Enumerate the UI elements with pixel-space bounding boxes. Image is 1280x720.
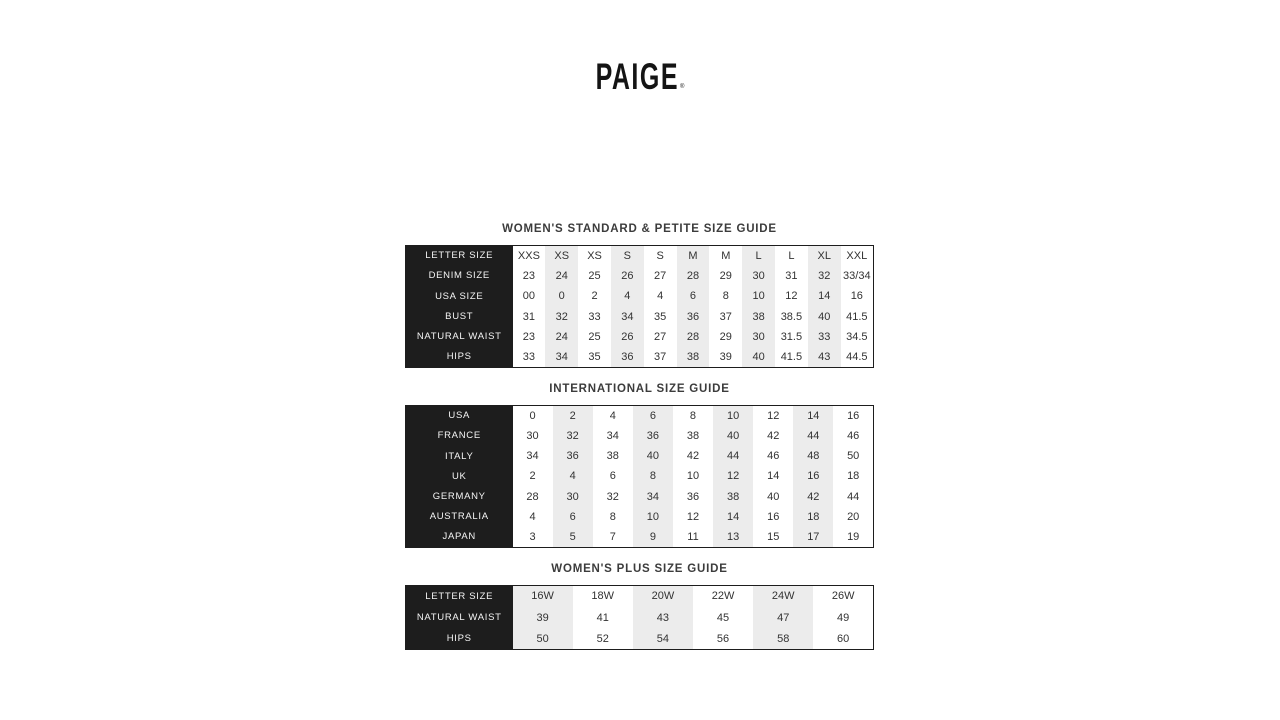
size-cell: 32 <box>808 266 841 286</box>
size-cell: L <box>742 246 775 266</box>
table-row <box>406 347 874 367</box>
guide-block <box>405 562 874 651</box>
size-cell: 29 <box>719 330 732 343</box>
row-label: JAPAN <box>406 527 513 547</box>
table-title: INTERNATIONAL SIZE GUIDE <box>549 382 730 395</box>
row-label: AUSTRALIA <box>406 507 513 527</box>
guide-block <box>405 222 874 368</box>
size-cell: 44 <box>713 446 753 466</box>
size-cell: 25 <box>588 269 601 282</box>
size-cell: 18W <box>591 590 615 603</box>
size-cell: 33 <box>522 350 536 363</box>
size-cell: 10 <box>713 405 753 425</box>
size-cell: 42 <box>793 486 833 506</box>
size-cell: 0 <box>529 409 536 422</box>
size-cell: XXL <box>846 249 868 262</box>
size-cell: 25 <box>588 330 601 343</box>
table-row <box>406 466 874 486</box>
size-cell: 2 <box>591 290 598 303</box>
size-cell: 12 <box>713 466 753 486</box>
size-cell: 33 <box>808 327 841 347</box>
size-cell: M <box>721 249 731 262</box>
size-cell: 60 <box>837 632 850 645</box>
row-label: NATURAL WAIST <box>406 327 513 347</box>
size-cell: 37 <box>654 350 667 363</box>
size-cell: 40 <box>633 446 673 466</box>
size-cell: 44.5 <box>846 350 868 363</box>
size-cell: 18 <box>847 470 860 483</box>
size-cell: 30 <box>742 266 775 286</box>
brand-logo <box>0 56 1280 108</box>
size-cell: 35 <box>588 350 601 363</box>
size-cell: 14 <box>767 470 780 483</box>
size-cell: 40 <box>742 347 775 367</box>
row-label: USA <box>406 405 513 425</box>
size-cell: 34.5 <box>846 330 868 343</box>
size-cell: 17 <box>793 527 833 547</box>
size-cell: 23 <box>522 269 536 282</box>
row-label: USA SIZE <box>406 286 513 306</box>
table-row <box>406 607 874 629</box>
size-cell: 8 <box>689 409 697 422</box>
size-cell: 4 <box>553 466 593 486</box>
size-cell: 37 <box>719 310 732 323</box>
size-cell: 41.5 <box>780 350 803 363</box>
size-cell: 24W <box>753 585 813 607</box>
size-cell: 45 <box>716 611 730 624</box>
row-label: NATURAL WAIST <box>406 607 513 629</box>
row-label: HIPS <box>406 628 513 650</box>
size-cell: 54 <box>633 628 693 650</box>
size-cell: 41.5 <box>846 310 868 323</box>
size-cell: 34 <box>611 306 644 326</box>
size-cell: 46 <box>847 429 860 442</box>
size-cell: 8 <box>609 510 616 523</box>
size-cell: 38 <box>742 306 775 326</box>
size-cell: 40 <box>713 426 753 446</box>
size-cell: 24 <box>545 266 578 286</box>
size-cell: 33 <box>588 310 601 323</box>
size-cell: 16 <box>850 290 863 303</box>
size-cell: 26W <box>831 590 855 603</box>
size-cell: 0 <box>545 286 578 306</box>
size-cell: 6 <box>609 470 616 483</box>
size-cell: 12 <box>767 409 780 422</box>
table-row <box>406 405 874 425</box>
size-cell: 34 <box>606 429 619 442</box>
size-cell: 36 <box>553 446 593 466</box>
size-cell: 31 <box>785 269 798 282</box>
size-cell: 56 <box>716 632 730 645</box>
row-label: HIPS <box>406 347 513 367</box>
size-cell: 3 <box>529 530 536 543</box>
size-cell: 40 <box>808 306 841 326</box>
row-label: DENIM SIZE <box>406 266 513 286</box>
size-cell: 4 <box>609 409 616 422</box>
table-row <box>406 327 874 347</box>
size-cell: XS <box>587 249 602 262</box>
table-title: WOMEN'S PLUS SIZE GUIDE <box>551 562 728 575</box>
size-cell: 41 <box>596 611 609 624</box>
size-cell: XXS <box>517 249 540 262</box>
table-title: WOMEN'S STANDARD & PETITE SIZE GUIDE <box>502 223 777 235</box>
row-label: LETTER SIZE <box>406 585 513 607</box>
size-cell: 52 <box>596 632 609 645</box>
table-row <box>406 585 874 607</box>
size-cell: 16W <box>513 585 573 607</box>
size-cell: 42 <box>686 450 700 463</box>
size-cell: M <box>677 246 710 266</box>
size-cell: 22W <box>711 590 735 603</box>
size-cell: S <box>656 249 664 262</box>
size-cell: 4 <box>657 290 664 303</box>
size-cell: 27 <box>654 269 667 282</box>
size-cell: 20W <box>633 585 693 607</box>
size-table <box>405 245 874 368</box>
row-label: ITALY <box>406 446 513 466</box>
size-cell: 00 <box>522 290 536 303</box>
size-cell: 26 <box>611 266 644 286</box>
size-cell: 2 <box>529 470 536 483</box>
table-row <box>406 486 874 506</box>
size-cell: 14 <box>713 507 753 527</box>
size-cell: 12 <box>785 290 798 303</box>
row-label: FRANCE <box>406 426 513 446</box>
brand-logo-text: PAIGE <box>595 56 680 99</box>
table-row <box>406 507 874 527</box>
size-cell: 48 <box>793 446 833 466</box>
size-cell: 7 <box>609 530 616 543</box>
size-cell: 58 <box>753 628 813 650</box>
size-cell: 38 <box>606 450 619 463</box>
size-cell: 10 <box>633 507 673 527</box>
size-cell: 42 <box>767 429 780 442</box>
size-cell: 43 <box>808 347 841 367</box>
size-cell: 30 <box>526 429 539 442</box>
size-cell: 36 <box>633 426 673 446</box>
table-row <box>406 426 874 446</box>
size-cell: 29 <box>719 269 732 282</box>
size-table <box>405 405 874 548</box>
size-cell: 32 <box>545 306 578 326</box>
size-cell: XS <box>545 246 578 266</box>
size-cell: 34 <box>526 450 539 463</box>
row-label: BUST <box>406 306 513 326</box>
size-cell: 30 <box>553 486 593 506</box>
size-cell: 9 <box>633 527 673 547</box>
size-cell: 38 <box>677 347 710 367</box>
size-cell: 28 <box>677 327 710 347</box>
size-cell: 36 <box>677 306 710 326</box>
table-row <box>406 286 874 306</box>
size-cell: 6 <box>677 286 710 306</box>
size-cell: 26 <box>611 327 644 347</box>
size-cell: 49 <box>837 611 850 624</box>
row-label: UK <box>406 466 513 486</box>
guide-block <box>405 382 874 548</box>
size-cell: 34 <box>633 486 673 506</box>
size-cell: 36 <box>686 490 700 503</box>
size-cell: 39 <box>513 607 573 629</box>
size-cell: S <box>611 246 644 266</box>
row-label: LETTER SIZE <box>406 246 513 266</box>
size-cell: 33/34 <box>843 269 871 282</box>
size-cell: 16 <box>847 409 860 422</box>
size-table <box>405 585 874 651</box>
table-row <box>406 246 874 266</box>
size-cell: 12 <box>686 510 700 523</box>
size-cell: 13 <box>713 527 753 547</box>
size-cell: 31.5 <box>780 330 803 343</box>
size-cell: 27 <box>654 330 667 343</box>
size-cell: 11 <box>687 530 699 543</box>
size-cell: L <box>788 249 795 262</box>
size-cell: 30 <box>742 327 775 347</box>
size-cell: 39 <box>719 350 732 363</box>
size-cell: 6 <box>633 405 673 425</box>
size-cell: 8 <box>633 466 673 486</box>
size-cell: 38 <box>713 486 753 506</box>
size-cell: 28 <box>526 490 539 503</box>
size-cell: 16 <box>793 466 833 486</box>
size-cell: 4 <box>611 286 644 306</box>
size-cell: 24 <box>545 327 578 347</box>
table-row <box>406 306 874 326</box>
size-cell: 34 <box>545 347 578 367</box>
size-cell: 15 <box>767 530 780 543</box>
size-cell: 50 <box>513 628 573 650</box>
size-cell: 50 <box>847 450 860 463</box>
size-cell: XL <box>808 246 841 266</box>
size-cell: 38.5 <box>780 310 803 323</box>
size-cell: 14 <box>808 286 841 306</box>
table-row <box>406 446 874 466</box>
size-cell: 44 <box>847 490 860 503</box>
size-cell: 19 <box>847 530 860 543</box>
size-cell: 36 <box>611 347 644 367</box>
size-cell: 31 <box>522 310 536 323</box>
registered-trademark-icon: ® <box>680 84 685 90</box>
size-cell: 10 <box>742 286 775 306</box>
size-cell: 23 <box>522 330 536 343</box>
table-row <box>406 527 874 547</box>
size-cell: 4 <box>529 510 536 523</box>
table-row <box>406 266 874 286</box>
size-cell: 43 <box>633 607 693 629</box>
size-cell: 8 <box>722 290 729 303</box>
size-cell: 46 <box>767 450 780 463</box>
size-cell: 18 <box>793 507 833 527</box>
size-cell: 32 <box>606 490 619 503</box>
table-row <box>406 628 874 650</box>
size-cell: 2 <box>553 405 593 425</box>
size-cell: 16 <box>767 510 780 523</box>
size-cell: 35 <box>654 310 667 323</box>
size-cell: 20 <box>847 510 860 523</box>
size-cell: 6 <box>553 507 593 527</box>
size-cell: 28 <box>677 266 710 286</box>
size-guide-tables <box>405 222 874 664</box>
size-cell: 38 <box>686 429 700 442</box>
size-cell: 44 <box>793 426 833 446</box>
size-cell: 40 <box>767 490 780 503</box>
size-cell: 14 <box>793 405 833 425</box>
size-cell: 32 <box>553 426 593 446</box>
size-cell: 5 <box>553 527 593 547</box>
row-label: GERMANY <box>406 486 513 506</box>
size-cell: 47 <box>753 607 813 629</box>
size-cell: 10 <box>686 470 700 483</box>
